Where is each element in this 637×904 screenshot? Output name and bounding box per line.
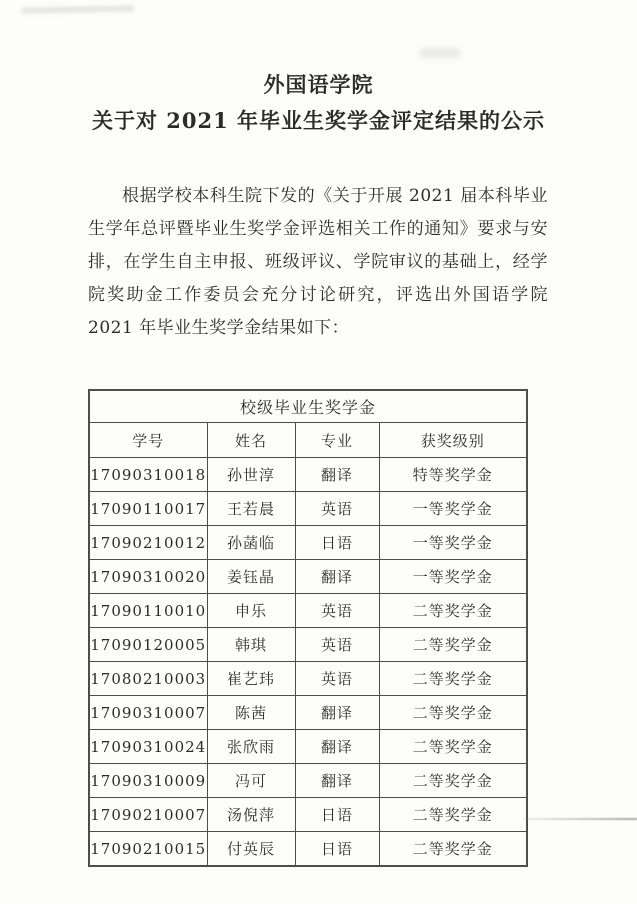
cell-award-level: 二等奖学金 [379,832,527,867]
cell-award-level: 一等奖学金 [379,492,527,526]
table-caption: 校级毕业生奖学金 [89,390,527,423]
table-row [89,526,527,560]
cell-student-id: 17090120005 [89,628,207,662]
col-header-award-level: 获奖级别 [379,423,527,458]
table-caption-row [89,390,527,423]
cell-name: 张欣雨 [207,730,295,764]
cell-major: 英语 [295,594,379,628]
cell-name: 申乐 [207,594,295,628]
table-row [89,594,527,628]
cell-award-level: 特等奖学金 [379,458,527,492]
table-row [89,662,527,696]
scholarship-table [88,389,528,867]
scan-artifact-top-streak [22,6,134,13]
table-row [89,730,527,764]
cell-major: 日语 [295,832,379,867]
cell-major: 日语 [295,798,379,832]
col-header-student-id: 学号 [89,423,207,458]
cell-award-level: 二等奖学金 [379,594,527,628]
cell-name: 陈茜 [207,696,295,730]
cell-award-level: 一等奖学金 [379,560,527,594]
cell-major: 英语 [295,662,379,696]
cell-name: 付英辰 [207,832,295,867]
cell-name: 孙世淳 [207,458,295,492]
table-row [89,696,527,730]
cell-name: 汤倪萍 [207,798,295,832]
cell-student-id: 17090310024 [89,730,207,764]
cell-major: 英语 [295,492,379,526]
cell-award-level: 二等奖学金 [379,662,527,696]
cell-student-id: 17090210007 [89,798,207,832]
table-row [89,492,527,526]
col-header-name: 姓名 [207,423,295,458]
scan-artifact-bottom-streak [523,818,637,820]
cell-award-level: 二等奖学金 [379,798,527,832]
cell-major: 翻译 [295,560,379,594]
cell-student-id: 17090310018 [89,458,207,492]
cell-award-level: 二等奖学金 [379,730,527,764]
table-row [89,764,527,798]
cell-student-id: 17090310007 [89,696,207,730]
cell-student-id: 17090210012 [89,526,207,560]
cell-student-id: 17090110017 [89,492,207,526]
table-row [89,798,527,832]
cell-major: 翻译 [295,458,379,492]
cell-student-id: 17080210003 [89,662,207,696]
cell-award-level: 一等奖学金 [379,526,527,560]
cell-name: 韩琪 [207,628,295,662]
cell-major: 翻译 [295,764,379,798]
cell-name: 崔艺玮 [207,662,295,696]
scholarship-table-body [89,458,527,867]
document-title-line1: 外国语学院 [263,72,374,97]
document-paragraph: 根据学校本科生院下发的《关于开展 2021 届本科毕业生学年总评暨毕业生奖学金评选相关工作的通知》要求与安排，在学生自主申报、班级评议、学院审议的基础上，经学院奖助金工作委员会充分讨论研究，评选出外国语学院 2021 年毕业生奖学金结果如下： [88,186,548,338]
cell-major: 翻译 [295,730,379,764]
cell-student-id: 17090110010 [89,594,207,628]
cell-student-id: 17090310009 [89,764,207,798]
document-title-line2: 关于对 2021 年毕业生奖学金评定结果的公示 [91,108,546,133]
cell-major: 日语 [295,526,379,560]
cell-student-id: 17090210015 [89,832,207,867]
cell-award-level: 二等奖学金 [379,764,527,798]
cell-major: 翻译 [295,696,379,730]
col-header-major: 专业 [295,423,379,458]
table-header-row [89,423,527,458]
cell-name: 孙菡临 [207,526,295,560]
table-row [89,628,527,662]
scan-artifact-smudge [420,48,460,58]
table-row [89,458,527,492]
cell-award-level: 二等奖学金 [379,628,527,662]
cell-major: 英语 [295,628,379,662]
table-row [89,832,527,867]
cell-name: 王若晨 [207,492,295,526]
cell-name: 冯可 [207,764,295,798]
cell-student-id: 17090310020 [89,560,207,594]
table-row [89,560,527,594]
cell-name: 姜钰晶 [207,560,295,594]
cell-award-level: 二等奖学金 [379,696,527,730]
